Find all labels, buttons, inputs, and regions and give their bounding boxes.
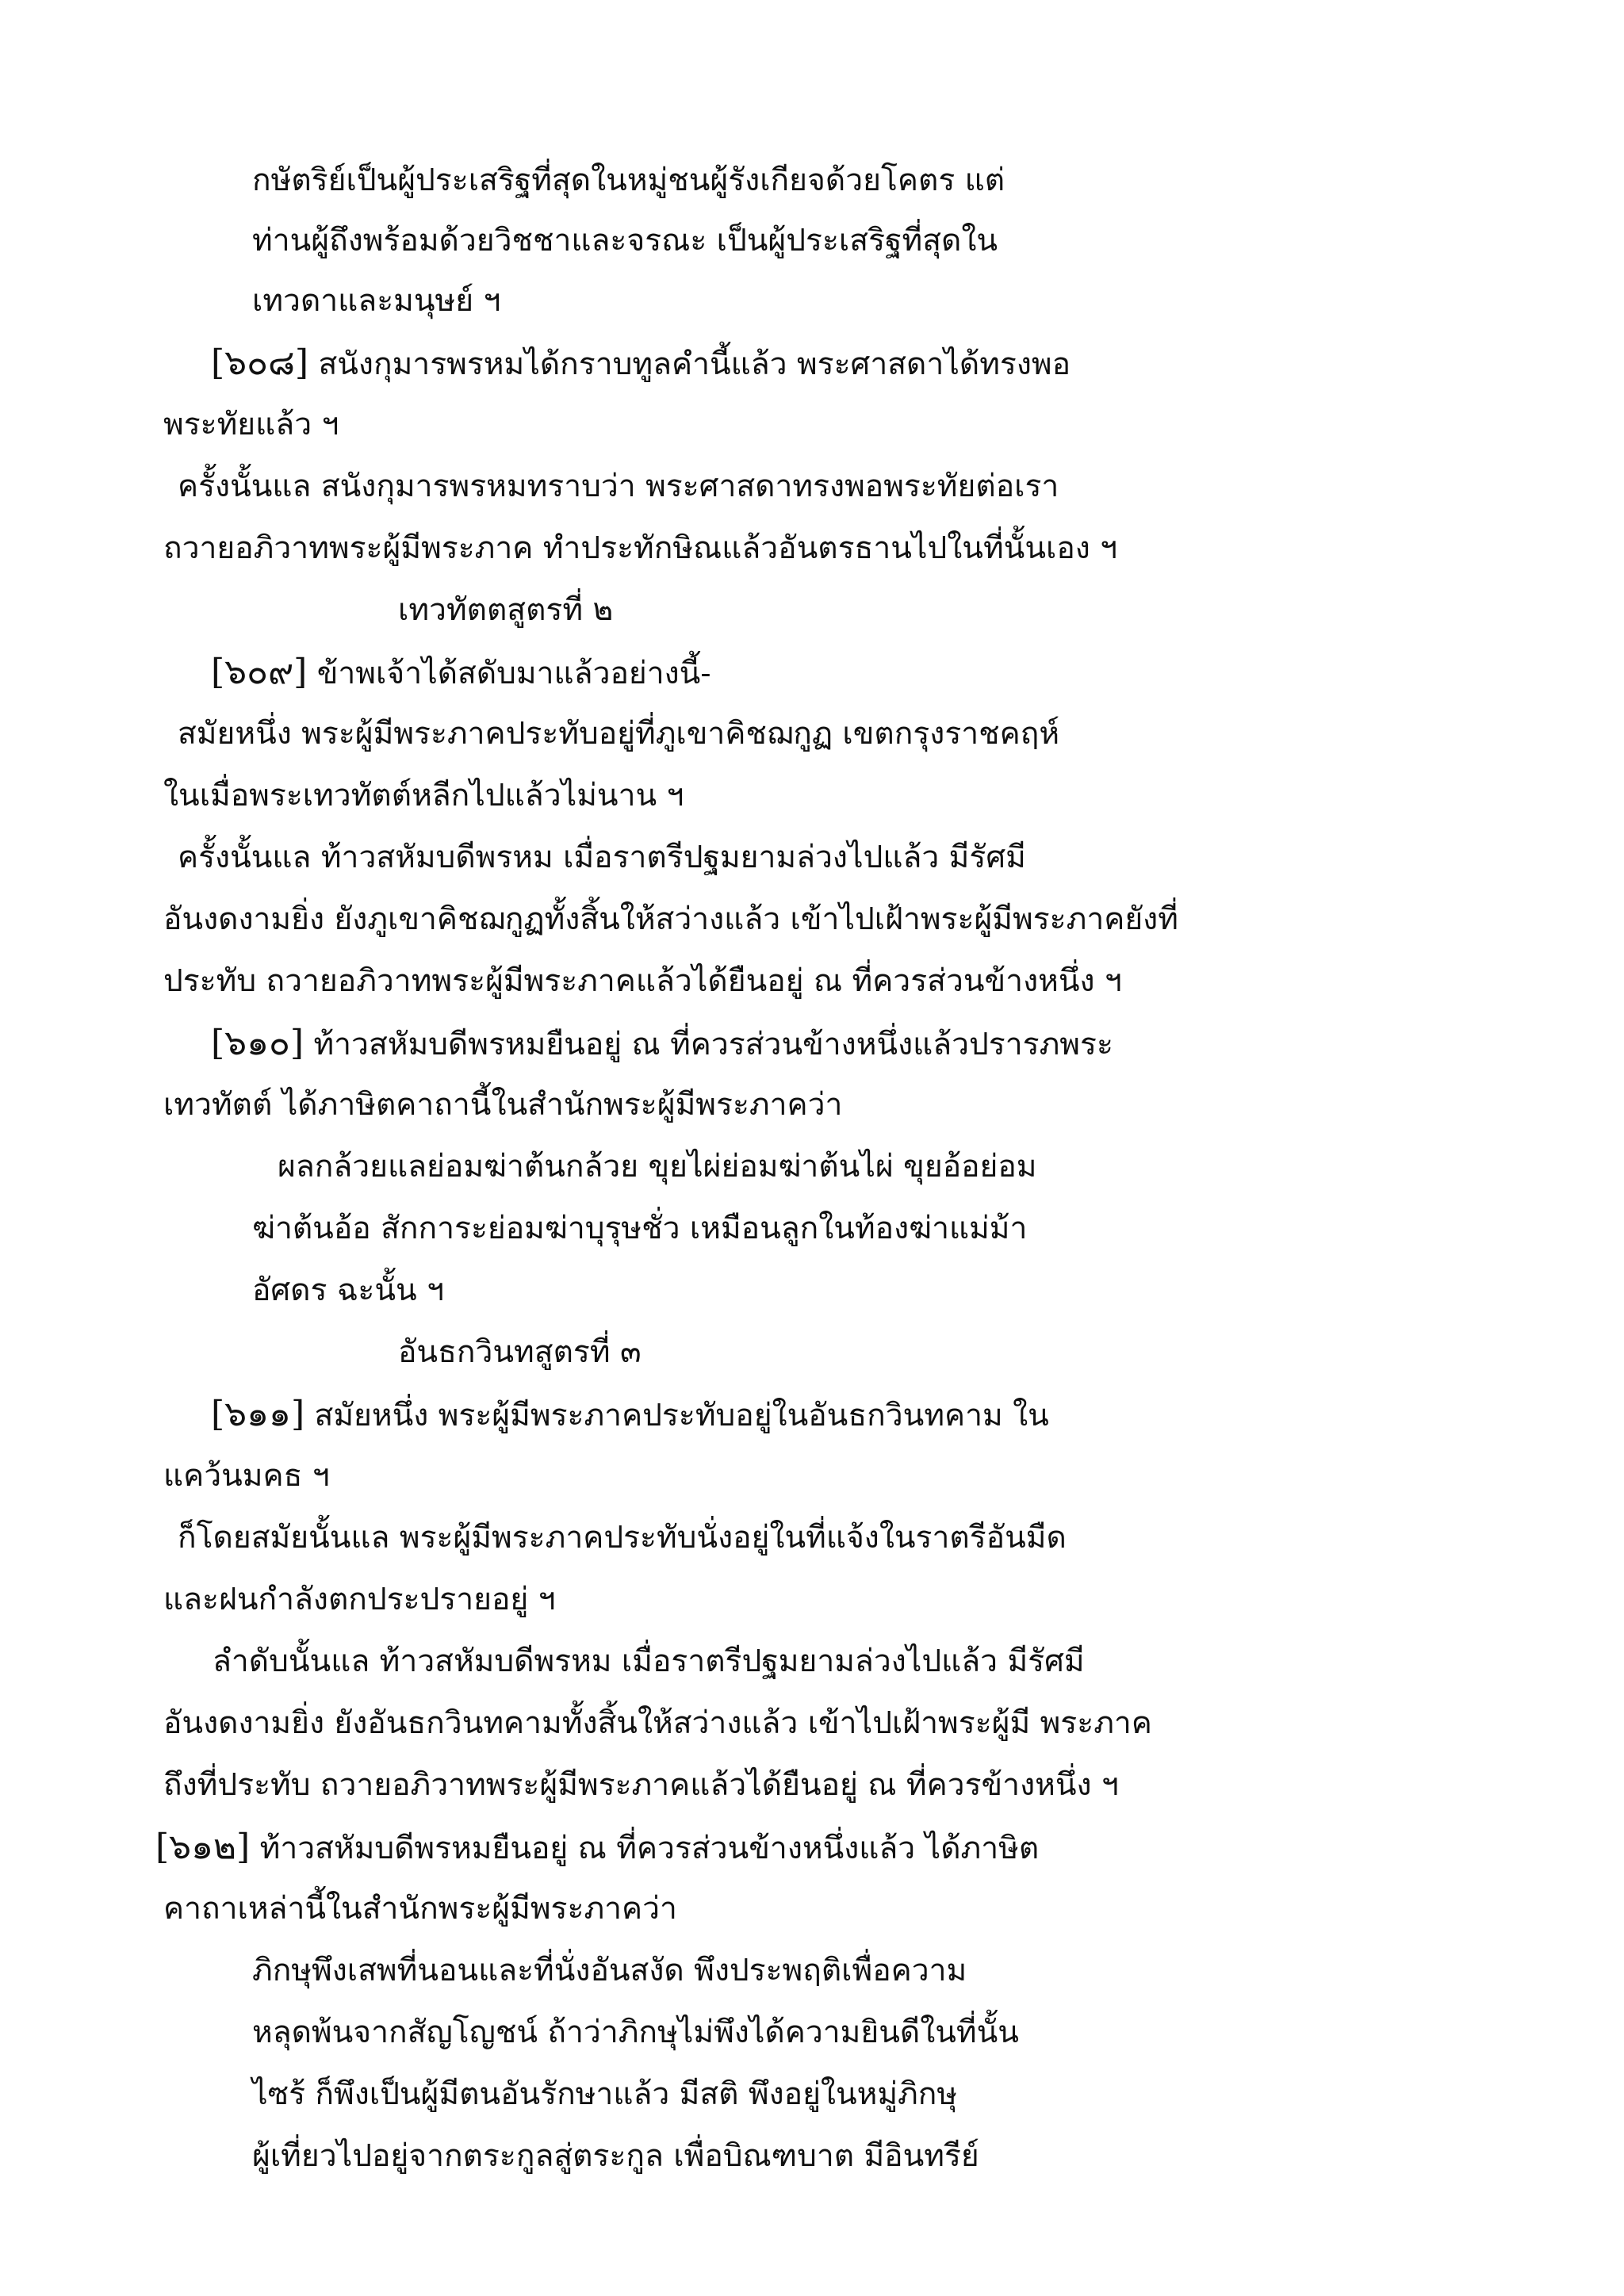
text-line: แคว้นมคธ ฯ <box>163 1458 330 1494</box>
section-number: [๖๐๙] <box>211 652 308 692</box>
text-line: ครั้งนั้นแล สนังกุมารพรหมทราบว่า พระศาสดาทรงพอพระทัยต่อเรา <box>178 469 1059 504</box>
verse-line: ฆ่าต้นอ้อ สักการะย่อมฆ่าบุรุษชั่ว เหมือนลูกในท้องฆ่าแม่ม้า <box>252 1211 1028 1246</box>
verse-line: อัศดร ฉะนั้น ฯ <box>252 1272 444 1308</box>
section-number: [๖๑๒] <box>155 1827 251 1867</box>
verse-line: ไซร้ ก็พึงเป็นผู้มีตนอันรักษาแล้ว มีสติ พึงอยู่ในหมู่ภิกษุ <box>252 2076 958 2112</box>
text-line: สมัยหนึ่ง พระผู้มีพระภาคประทับอยู่ในอันธกวินทคาม ใน <box>314 1398 1049 1433</box>
text-line: คาถาเหล่านี้ในสำนักพระผู้มีพระภาคว่า <box>163 1891 677 1927</box>
section-line <box>211 650 711 696</box>
text-line: ท้าวสหัมบดีพรหมยืนอยู่ ณ ที่ควรส่วนข้างหนึ่งแล้วปรารภพระ <box>313 1027 1113 1062</box>
section-number: [๖๑๐] <box>211 1023 304 1063</box>
text-line: สมัยหนึ่ง พระผู้มีพระภาคประทับอยู่ที่ภูเขาคิชฌกูฏ เขตกรุงราชคฤห์ <box>178 716 1060 752</box>
text-line: ท้าวสหัมบดีพรหมยืนอยู่ ณ ที่ควรส่วนข้างหนึ่งแล้ว ได้ภาษิต <box>259 1831 1040 1866</box>
section-line <box>211 341 1071 387</box>
text-line: กษัตริย์เป็นผู้ประเสริฐที่สุดในหมู่ชนผู้รังเกียจด้วยโคตร แต่ <box>252 163 1005 198</box>
verse-line: ภิกษุพึงเสพที่นอนและที่นั่งอันสงัด พึงประพฤติเพื่อความ <box>252 1953 967 1988</box>
text-line: ประทับ ถวายอภิวาทพระผู้มีพระภาคแล้วได้ยืนอยู่ ณ ที่ควรส่วนข้างหนึ่ง ฯ <box>163 963 1122 999</box>
sutta-title: อันธกวินทสูตรที่ ๓ <box>398 1334 642 1370</box>
text-line: อันงดงามยิ่ง ยังภูเขาคิชฌกูฏทั้งสิ้นให้สว่างแล้ว เข้าไปเฝ้าพระผู้มีพระภาคยังที่ <box>163 901 1178 937</box>
text-line: ข้าพเจ้าได้สดับมาแล้วอย่างนี้- <box>316 656 711 691</box>
text-line: ในเมื่อพระเทวทัตต์หลีกไปแล้วไม่นาน ฯ <box>163 778 684 813</box>
text-line: และฝนกำลังตกประปรายอยู่ ฯ <box>163 1582 556 1617</box>
verse-line: ผลกล้วยแลย่อมฆ่าต้นกล้วย ขุยไผ่ย่อมฆ่าต้นไผ่ ขุยอ้อย่อม <box>278 1149 1037 1184</box>
text-line: อันงดงามยิ่ง ยังอันธกวินทคามทั้งสิ้นให้สว่างแล้ว เข้าไปเฝ้าพระผู้มี พระภาค <box>163 1705 1152 1741</box>
text-line: เทวทัตต์ ได้ภาษิตคาถานี้ในสำนักพระผู้มีพระภาคว่า <box>163 1087 843 1123</box>
verse-line: หลุดพ้นจากสัญโญชน์ ถ้าว่าภิกษุไม่พึงได้ความยินดีในที่นั้น <box>252 2015 1019 2050</box>
section-line <box>211 1021 1113 1067</box>
text-line: ถวายอภิวาทพระผู้มีพระภาค ทำประทักษิณแล้วอันตรธานไปในที่นั้นเอง ฯ <box>163 530 1118 566</box>
text-line: ครั้งนั้นแล ท้าวสหัมบดีพรหม เมื่อราตรีปฐมยามล่วงไปแล้ว มีรัศมี <box>178 840 1026 875</box>
section-number: [๖๐๘] <box>211 342 309 383</box>
sutta-title: เทวทัตตสูตรที่ ๒ <box>398 592 614 628</box>
text-line: สนังกุมารพรหมได้กราบทูลคำนี้แล้ว พระศาสดาได้ทรงพอ <box>318 346 1071 382</box>
section-line <box>211 1392 1049 1438</box>
text-line: ก็โดยสมัยนั้นแล พระผู้มีพระภาคประทับนั่งอยู่ในที่แจ้งในราตรีอันมืด <box>178 1520 1067 1556</box>
text-line: เทวดาและมนุษย์ ฯ <box>252 283 501 319</box>
text-line: ลำดับนั้นแล ท้าวสหัมบดีพรหม เมื่อราตรีปฐมยามล่วงไปแล้ว มีรัศมี <box>213 1644 1085 1679</box>
section-number: [๖๑๑] <box>211 1394 305 1434</box>
text-line: ท่านผู้ถึงพร้อมด้วยวิชชาและจรณะ เป็นผู้ประเสริฐที่สุดใน <box>252 223 998 258</box>
section-line <box>155 1825 1039 1871</box>
verse-line: ผู้เที่ยวไปอยู่จากตระกูลสู่ตระกูล เพื่อบิณฑบาต มีอินทรีย์ <box>252 2138 979 2174</box>
text-line: พระทัยแล้ว ฯ <box>163 407 339 442</box>
text-line: ถึงที่ประทับ ถวายอภิวาทพระผู้มีพระภาคแล้วได้ยืนอยู่ ณ ที่ควรข้างหนึ่ง ฯ <box>163 1767 1119 1803</box>
